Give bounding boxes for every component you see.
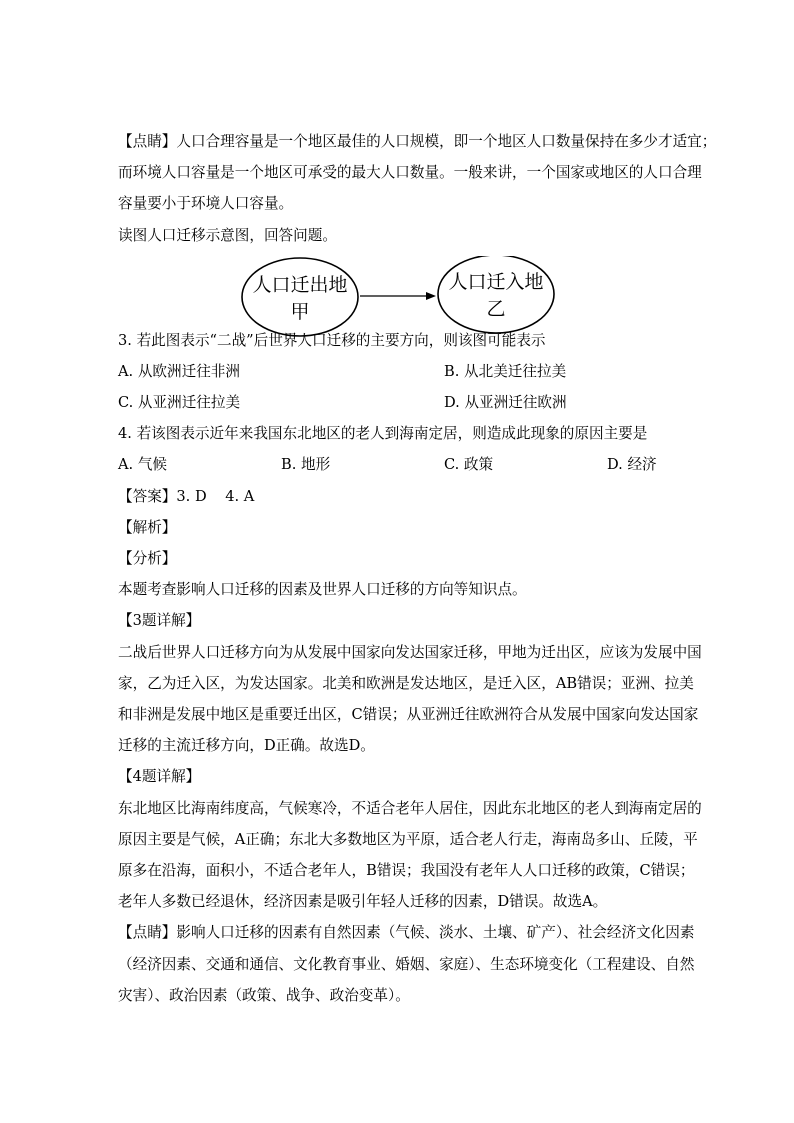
- q4-detail-line-1: 东北地区比海南纬度高，气候寒冷，不适合老年人居住，因此东北地区的老人到海南定居的: [118, 800, 702, 817]
- destination-label-1: 人口迁入地: [448, 271, 544, 293]
- q4-stem: 4. 若该图表示近年来我国东北地区的老人到海南定居，则造成此现象的原因主要是: [118, 425, 648, 442]
- q3-detail-line-4: 迁移的主流迁移方向，D正确。故选D。: [118, 737, 375, 754]
- q4-detail-heading: 【4题详解】: [118, 768, 201, 785]
- migration-diagram: [240, 256, 560, 338]
- q3-stem: 3. 若此图表示“二战”后世界人口迁移的主要方向，则该图可能表示: [118, 332, 546, 349]
- q4-option-a: A. 气候: [118, 456, 168, 473]
- origin-oval: [242, 258, 358, 336]
- final-note-line-1: 【点睛】影响人口迁移的因素有自然因素（气候、淡水、土壤、矿产）、社会经济文化因素: [118, 924, 695, 941]
- q4-option-c: C. 政策: [444, 456, 494, 473]
- q3-option-a: A. 从欧洲迁往非洲: [118, 363, 240, 380]
- q4-option-d: D. 经济: [607, 456, 657, 473]
- intro-line-1: 【点睛】人口合理容量是一个地区最佳的人口规模，即一个地区人口数量保持在多少才适宜；: [118, 133, 717, 150]
- q4-detail-line-3: 原多在沿海，面积小，不适合老年人，B错误；我国没有老年人人口迁移的政策，C错误；: [118, 862, 695, 879]
- answer-line: 【答案】3. D 4. A: [118, 488, 255, 505]
- q4-option-b: B. 地形: [281, 456, 331, 473]
- destination-oval: [438, 256, 554, 333]
- q3-detail-line-2: 家，乙为迁入区，为发达国家。北美和欧洲是发达地区，是迁入区，AB错误；亚洲、拉美: [118, 675, 694, 692]
- q3-detail-line-1: 二战后世界人口迁移方向为从发展中国家向发达国家迁移，甲地为迁出区，应该为发展中国: [118, 644, 702, 661]
- q4-detail-line-2: 原因主要是气候，A正确；东北大多数地区为平原，适合老人行走，海南岛多山、丘陵，平: [118, 831, 698, 848]
- analysis-heading: 【解析】: [118, 519, 177, 536]
- origin-label-1: 人口迁出地: [252, 274, 348, 296]
- final-note-line-3: 灾害）、政治因素（政策、战争、政治变革）。: [118, 987, 410, 1004]
- q3-detail-heading: 【3题详解】: [118, 612, 201, 629]
- q3-option-b: B. 从北美迁往拉美: [444, 363, 567, 380]
- final-note-line-2: （经济因素、交通和通信、文化教育事业、婚姻、家庭）、生态环境变化（工程建设、自然: [118, 956, 695, 973]
- read-title: 读图人口迁移示意图，回答问题。: [118, 227, 337, 244]
- q4-detail-line-4: 老年人多数已经退休，经济因素是吸引年轻人迁移的因素，D错误。故选A。: [118, 893, 608, 910]
- q3-option-c: C. 从亚洲迁往拉美: [118, 394, 241, 411]
- destination-label-2: 乙: [486, 298, 506, 320]
- q3-option-d: D. 从亚洲迁往欧洲: [444, 394, 567, 411]
- fenxi-heading: 【分析】: [118, 550, 177, 567]
- intro-line-3: 容量要小于环境人口容量。: [118, 195, 294, 212]
- intro-line-2: 而环境人口容量是一个地区可承受的最大人口数量。一般来讲，一个国家或地区的人口合理: [118, 164, 702, 181]
- arrow-head: [426, 292, 436, 300]
- origin-label-2: 甲: [290, 301, 310, 323]
- q3-detail-line-3: 和非洲是发展中地区是重要迁出区，C错误；从亚洲迁往欧洲符合从发展中国家向发达国家: [118, 706, 699, 723]
- fenxi-text: 本题考查影响人口迁移的因素及世界人口迁移的方向等知识点。: [118, 581, 527, 598]
